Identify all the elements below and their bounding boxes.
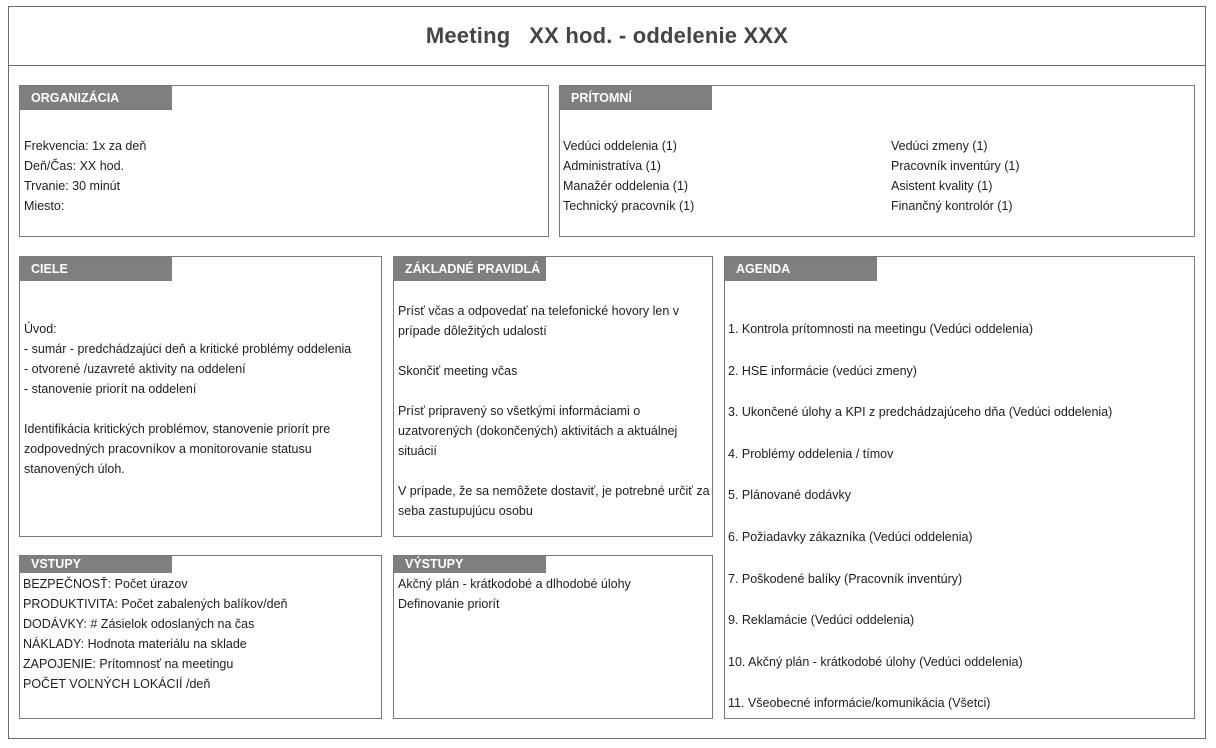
organizacia-line: Miesto: [24,199,65,213]
agenda-item: 10. Akčný plán - krátkodobé úlohy (Vedúci oddelenia) [728,654,1023,669]
organizacia-header: ORGANIZÁCIA [20,86,172,110]
vstupy-line: PRODUKTIVITA: Počet zabalených balíkov/deň [23,597,288,611]
vstupy-header: VSTUPY [20,556,172,573]
pravidla-panel [393,256,713,537]
pritomni-panel [559,85,1195,237]
agenda-item: 7. Poškodené balíky (Pracovník inventúry) [728,571,963,586]
attendee: Vedúci oddelenia (1) [563,139,677,153]
attendee: Administratíva (1) [563,159,661,173]
pravidla-paragraph: Skončiť meeting včas [398,364,518,378]
organizacia-panel [19,85,549,237]
vstupy-line: ZAPOJENIE: Prítomnosť na meetingu [23,657,234,671]
agenda-list [728,309,1112,725]
pravidla-header: ZÁKLADNÉ PRAVIDLÁ [394,257,546,281]
attendee: Manažér oddelenia (1) [563,179,689,193]
title-bar [9,7,1205,66]
ciele-line: Úvod: [24,322,57,336]
pravidla-paragraph: Prísť včas a odpovedať na telefonické hovory len v prípade dôležitých udalostí [398,304,680,338]
attendee: Asistent kvality (1) [891,179,993,193]
pritomni-header: PRÍTOMNÍ [560,86,712,110]
agenda-item: 5. Plánované dodávky [728,488,852,503]
pravidla-paragraph: V prípade, že sa nemôžete dostaviť, je potrebné určiť za seba zastupujúcu osobu [398,484,710,518]
vstupy-lines [23,574,287,694]
organizacia-lines [24,136,146,216]
vstupy-line: NÁKLADY: Hodnota materiálu na sklade [23,637,247,651]
ciele-line: - sumár - predchádzajúci deň a kritické problémy oddelenia [24,342,352,356]
ciele-header: CIELE [20,257,172,281]
vystupy-line: Akčný plán - krátkodobé a dlhodobé úlohy [398,577,631,591]
vystupy-lines [398,574,631,614]
agenda-item: 2. HSE informácie (vedúci zmeny) [728,363,917,378]
attendee: Technický pracovník (1) [563,199,695,213]
vstupy-line: DODÁVKY: # Zásielok odoslaných na čas [23,617,255,631]
vstupy-line: BEZPEČNOSŤ: Počet úrazov [23,577,188,591]
vystupy-panel [393,555,713,719]
agenda-item: 1. Kontrola prítomnosti na meetingu (Vedúci oddelenia) [728,322,1034,336]
vystupy-header: VÝSTUPY [394,556,546,573]
organizacia-line: Deň/Čas: XX hod. [24,159,125,173]
pravidla-lines [398,301,710,521]
agenda-item: 9. Reklamácie (Vedúci oddelenia) [728,613,915,628]
pravidla-paragraph: Prísť pripravený so všetkými informáciami o uzatvorených (dokončených) aktivitách a aktuálnej situácií [398,404,678,458]
agenda-panel [724,256,1195,719]
pritomni-left [563,136,694,216]
agenda-header: AGENDA [725,257,877,281]
organizacia-line: Frekvencia: 1x za deň [24,139,147,153]
attendee: Pracovník inventúry (1) [891,159,1020,173]
agenda-item: 11. Všeobecné informácie/komunikácia (Všetci) [728,696,991,711]
agenda-item: 4. Problémy oddelenia / tímov [728,446,894,461]
ciele-line: Identifikácia kritických problémov, stanovenie priorít pre zodpovedných pracovníkov a monitorovanie statusu stanovených úloh. [24,422,331,476]
ciele-lines [24,319,376,479]
organizacia-line: Trvanie: 30 minút [24,179,121,193]
agenda-item: 6. Požiadavky zákazníka (Vedúci oddelenia) [728,529,973,544]
agenda-item: 3. Ukončené úlohy a KPI z predchádzajúceho dňa (Vedúci oddelenia) [728,405,1113,420]
ciele-panel [19,256,382,537]
ciele-line: - stanovenie priorít na oddelení [24,382,197,396]
ciele-line: - otvorené /uzavreté aktivity na oddelení [24,362,246,376]
vystupy-line: Definovanie priorít [398,597,500,611]
pritomni-right [891,136,1020,216]
page-title: Meeting XX hod. - oddelenie XXX [425,23,789,48]
vstupy-panel [19,555,382,719]
vstupy-line: POČET VOĽNÝCH LOKÁCIÍ /deň [23,677,211,691]
attendee: Vedúci zmeny (1) [891,139,988,153]
attendee: Finančný kontrolór (1) [891,199,1013,213]
